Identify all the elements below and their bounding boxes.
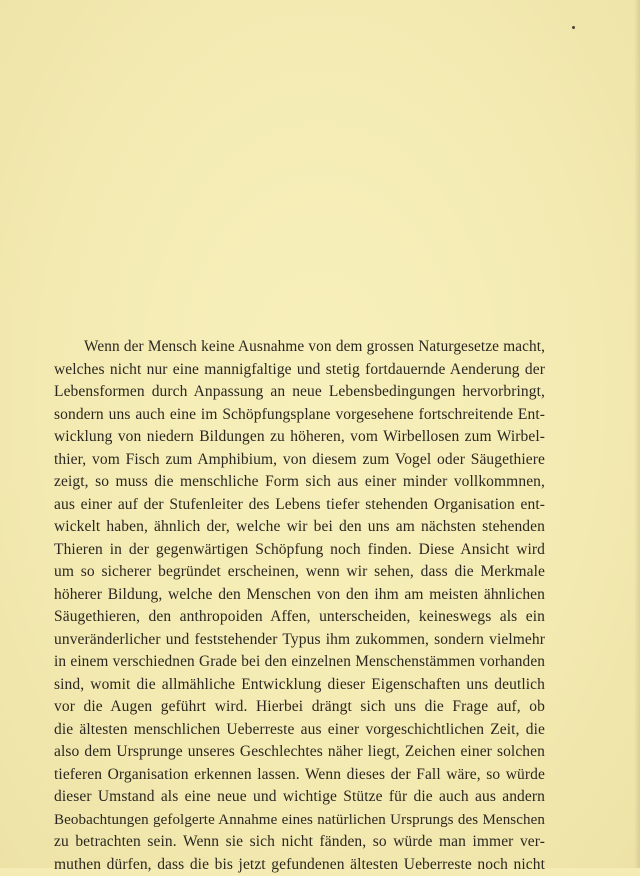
text-line: höherer Bildung, welche den Menschen von den ihm am meisten ähnlichen <box>54 584 545 607</box>
page-edge-shadow <box>634 0 640 868</box>
text-line: sind, womit die allmähliche Entwicklung dieser Eigenschaften uns deutlich <box>54 674 545 697</box>
text-line: um so sicherer begründet erscheinen, wenn wir sehen, dass die Merkmale <box>54 561 545 584</box>
text-line: wicklung von niedern Bildungen zu höheren, vom Wirbellosen zum Wirbel- <box>54 426 545 449</box>
text-line: thier, vom Fisch zum Amphibium, von diesem zum Vogel oder Säugethiere <box>54 449 545 472</box>
text-line: unveränderlicher und feststehender Typus ihm zukommen, sondern vielmehr <box>54 629 545 652</box>
ink-speck <box>572 26 575 29</box>
text-line: muthen dürfen, dass die bis jetzt gefundenen ältesten Ueberreste noch nicht <box>54 854 545 876</box>
text-line: Thieren in der gegenwärtigen Schöpfung noch finden. Diese Ansicht wird <box>54 539 545 562</box>
text-line: die ältesten menschlichen Ueberreste aus einer vorgeschichtlichen Zeit, die <box>54 719 545 742</box>
text-line: tieferen Organisation erkennen lassen. Wenn dieses der Fall wäre, so würde <box>54 764 545 787</box>
text-line: welches nicht nur eine mannigfaltige und stetig fortdauernde Aenderung der <box>54 359 545 382</box>
text-line: in einem verschiednen Grade bei den einzelnen Menschenstämmen vorhanden <box>54 651 545 674</box>
text-line: Beobachtungen gefolgerte Annahme eines natürlichen Ursprungs des Menschen <box>54 809 545 832</box>
text-line: also dem Ursprunge unseres Geschlechtes näher liegt, Zeichen einer solchen <box>54 741 545 764</box>
text-line: Lebensformen durch Anpassung an neue Lebensbedingungen hervorbringt, <box>54 381 545 404</box>
body-paragraph <box>54 336 545 876</box>
text-line: zu betrachten sein. Wenn sie sich nicht fänden, so würde man immer ver- <box>54 831 545 854</box>
text-line: wickelt haben, ähnlich der, welche wir bei den uns am nächsten stehenden <box>54 516 545 539</box>
text-line: zeigt, so muss die menschliche Form sich aus einer minder vollkommnen, <box>54 471 545 494</box>
text-line: vor die Augen geführt wird. Hierbei drängt sich uns die Frage auf, ob <box>54 696 545 719</box>
text-line: Säugethieren, den anthropoiden Affen, unterscheiden, keineswegs als ein <box>54 606 545 629</box>
text-line: dieser Umstand als eine neue und wichtige Stütze für die auch aus andern <box>54 786 545 809</box>
text-line: sondern uns auch eine im Schöpfungsplane vorgesehene fortschreitende Ent- <box>54 404 545 427</box>
text-line: aus einer auf der Stufenleiter des Lebens tiefer stehenden Organisation ent- <box>54 494 545 517</box>
text-line: Wenn der Mensch keine Ausnahme von dem grossen Naturgesetze macht, <box>54 336 545 359</box>
